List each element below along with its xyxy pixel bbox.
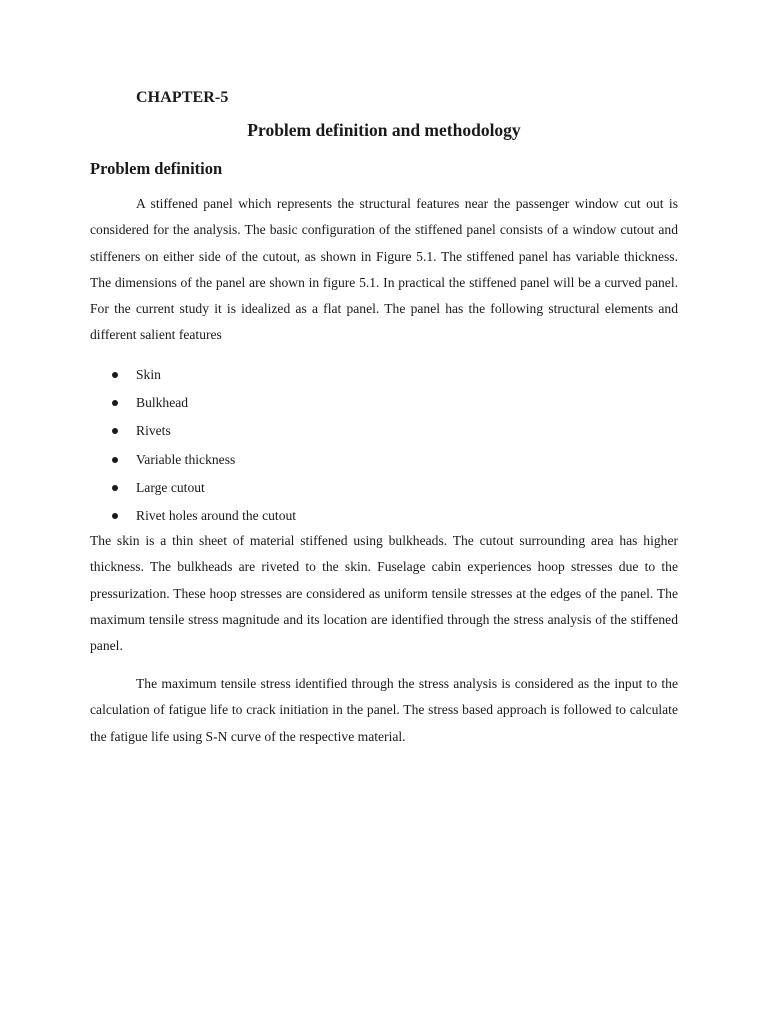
paragraph-intro: A stiffened panel which represents the structural features near the passenger window cut out is considered for the analysis. The basic configuration of the stiffened panel consists of a window cutout and stiffeners on either side of the cutout, as shown in Figure 5.1. The stiffened panel has variable thickness. The dimensions of the panel are shown in figure 5.1. In practical the stiffened panel will be a curved panel. For the current study it is idealized as a flat panel. The panel has the following structural elements and different salient features [90,196,678,343]
paragraph-skin: The skin is a thin sheet of material stiffened using bulkheads. The cutout surrounding area has higher thickness. The bulkheads are riveted to the skin. Fuselage cabin experiences hoop stresses due to the pressurization. These hoop stresses are considered as uniform tensile stresses at the edges of the panel. The maximum tensile stress magnitude and its location are identified through the stress analysis of the stiffened panel. [90,533,678,654]
list-item [110,361,296,389]
list-item-label: Rivet holes around the cutout [136,507,297,523]
list-item [110,446,296,474]
section-heading: Problem definition [90,159,223,178]
bullet-icon [112,485,118,491]
list-item-label: Variable thickness [136,451,236,467]
list-item [110,417,296,445]
bullet-icon [112,400,118,406]
list-item-label: Rivets [136,423,171,439]
bullet-icon [112,428,118,434]
paragraph-fatigue: The maximum tensile stress identified through the stress analysis is considered as the input to the calculation of fatigue life to crack initiation in the panel. The stress based approach is followed to calculate the fatigue life using S-N curve of the respective material. [90,676,678,744]
list-item [110,474,296,502]
list-item [110,389,296,417]
bullet-icon [112,513,118,519]
list-item [110,502,296,530]
list-item-label: Skin [136,367,161,382]
page-title-text: Problem definition and methodology [247,120,521,140]
bullet-icon [112,372,118,378]
list-item-label: Bulkhead [136,395,189,411]
list-item-label: Large cutout [136,479,205,495]
chapter-label: CHAPTER-5 [136,89,229,106]
page-title [0,120,768,141]
bullet-icon [112,457,118,463]
features-list [110,361,296,530]
